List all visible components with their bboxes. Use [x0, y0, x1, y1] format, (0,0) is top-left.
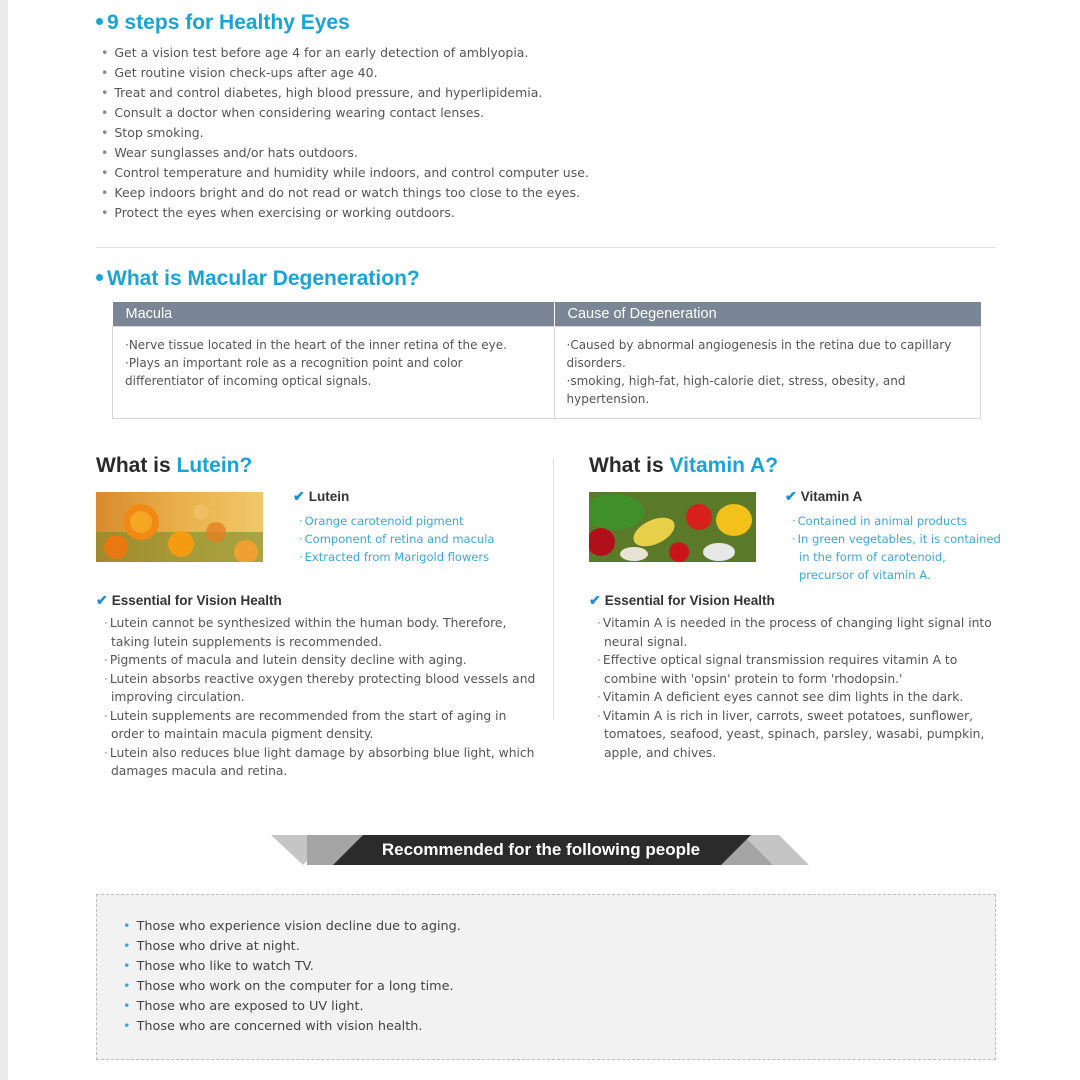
list-item: · Extracted from Marigold flowers: [298, 548, 498, 566]
list-item: · Pigments of macula and lutein density decline with aging.: [103, 651, 543, 670]
vitamin-a-check-heading: ✔ Vitamin A: [785, 488, 863, 504]
steps-list: [101, 43, 701, 223]
list-item: · Lutein cannot be synthesized within the human body. Therefore, taking lutein supplements is recommended.: [103, 614, 543, 651]
lutein-check-heading: ✔ Lutein: [293, 488, 350, 504]
list-item: · Component of retina and macula: [298, 530, 498, 548]
bullet-dot-icon: [96, 274, 103, 281]
lutein-health-heading: ✔ Essential for Vision Health: [96, 592, 282, 608]
list-item: · Effective optical signal transmission requires vitamin A to combine with 'opsin' protein to form 'rhodopsin.': [596, 651, 996, 688]
list-item: · Orange carotenoid pigment: [298, 512, 498, 530]
list-item: • Treat and control diabetes, high blood pressure, and hyperlipidemia.: [101, 83, 701, 103]
table-header-cause: Cause of Degeneration: [554, 302, 981, 327]
list-item: · In green vegetables, it is contained in the form of carotenoid, precursor of vitamin A.: [791, 530, 1001, 584]
list-item: · Contained in animal products: [791, 512, 1001, 530]
lutein-health-list: [103, 614, 543, 781]
cause-cell: [554, 327, 981, 419]
cell-line: ·Caused by abnormal angiogenesis in the retina due to capillary: [566, 338, 952, 352]
macular-title: What is Macular Degeneration?: [96, 267, 420, 291]
page: [8, 0, 1080, 1080]
list-item: • Those who drive at night.: [123, 937, 723, 957]
cell-line: hypertension.: [566, 392, 650, 406]
cell-line: ·smoking, high-fat, high-calorie diet, stress, obesity, and: [566, 374, 906, 388]
list-item: • Keep indoors bright and do not read or watch things too close to the eyes.: [101, 183, 701, 203]
list-item: • Those who are exposed to UV light.: [123, 997, 723, 1017]
vegetables-image: [589, 492, 756, 562]
marigold-image: [96, 492, 263, 562]
list-item: • Consult a doctor when considering wearing contact lenses.: [101, 103, 701, 123]
lutein-features: [298, 512, 498, 566]
macula-table: [112, 302, 981, 419]
recommended-banner: [271, 835, 811, 865]
list-item: • Protect the eyes when exercising or working outdoors.: [101, 203, 701, 223]
list-item: • Get routine vision check-ups after age 40.: [101, 63, 701, 83]
recommended-list: [123, 917, 723, 1037]
list-item: · Vitamin A deficient eyes cannot see dim lights in the dark.: [596, 688, 996, 707]
list-item: • Those who are concerned with vision health.: [123, 1017, 723, 1037]
lutein-title: What is Lutein?: [96, 454, 253, 477]
checkmark-icon: ✔: [293, 488, 305, 504]
vitamin-a-features: [791, 512, 1001, 584]
list-item: • Control temperature and humidity while indoors, and control computer use.: [101, 163, 701, 183]
bullet-dot-icon: [96, 18, 103, 25]
banner-label: Recommended for the following people: [381, 840, 701, 859]
vitamin-a-health-heading: ✔ Essential for Vision Health: [589, 592, 775, 608]
list-item: • Stop smoking.: [101, 123, 701, 143]
list-item: · Lutein absorbs reactive oxygen thereby protecting blood vessels and improving circulation.: [103, 670, 543, 707]
vitamin-a-health-list: [596, 614, 996, 762]
checkmark-icon: ✔: [785, 488, 797, 504]
macula-cell: [113, 327, 555, 419]
recommended-box: [96, 894, 996, 1060]
cell-line: ·Nerve tissue located in the heart of the inner retina of the eye.: [125, 338, 507, 352]
list-item: • Those who experience vision decline due to aging.: [123, 917, 723, 937]
steps-title: 9 steps for Healthy Eyes: [96, 11, 350, 35]
section-divider: [96, 247, 996, 248]
list-item: • Wear sunglasses and/or hats outdoors.: [101, 143, 701, 163]
list-item: • Get a vision test before age 4 for an early detection of amblyopia.: [101, 43, 701, 63]
cell-line: ·Plays an important role as a recognition point and color: [125, 356, 463, 370]
cell-line: differentiator of incoming optical signals.: [125, 374, 372, 388]
list-item: · Lutein supplements are recommended from the start of aging in order to maintain macula pigment density.: [103, 707, 543, 744]
cell-line: disorders.: [566, 356, 626, 370]
vitamin-a-title: What is Vitamin A?: [589, 454, 779, 477]
table-header-macula: Macula: [113, 302, 555, 327]
checkmark-icon: ✔: [589, 592, 601, 608]
list-item: • Those who work on the computer for a long time.: [123, 977, 723, 997]
checkmark-icon: ✔: [96, 592, 108, 608]
list-item: · Vitamin A is rich in liver, carrots, sweet potatoes, sunflower, tomatoes, seafood, yeast, spinach, parsley, wasabi, pumpkin, apple, and chives.: [596, 707, 996, 763]
list-item: • Those who like to watch TV.: [123, 957, 723, 977]
column-divider: [553, 458, 554, 720]
list-item: · Lutein also reduces blue light damage by absorbing blue light, which damages macula and retina.: [103, 744, 543, 781]
list-item: · Vitamin A is needed in the process of changing light signal into neural signal.: [596, 614, 996, 651]
